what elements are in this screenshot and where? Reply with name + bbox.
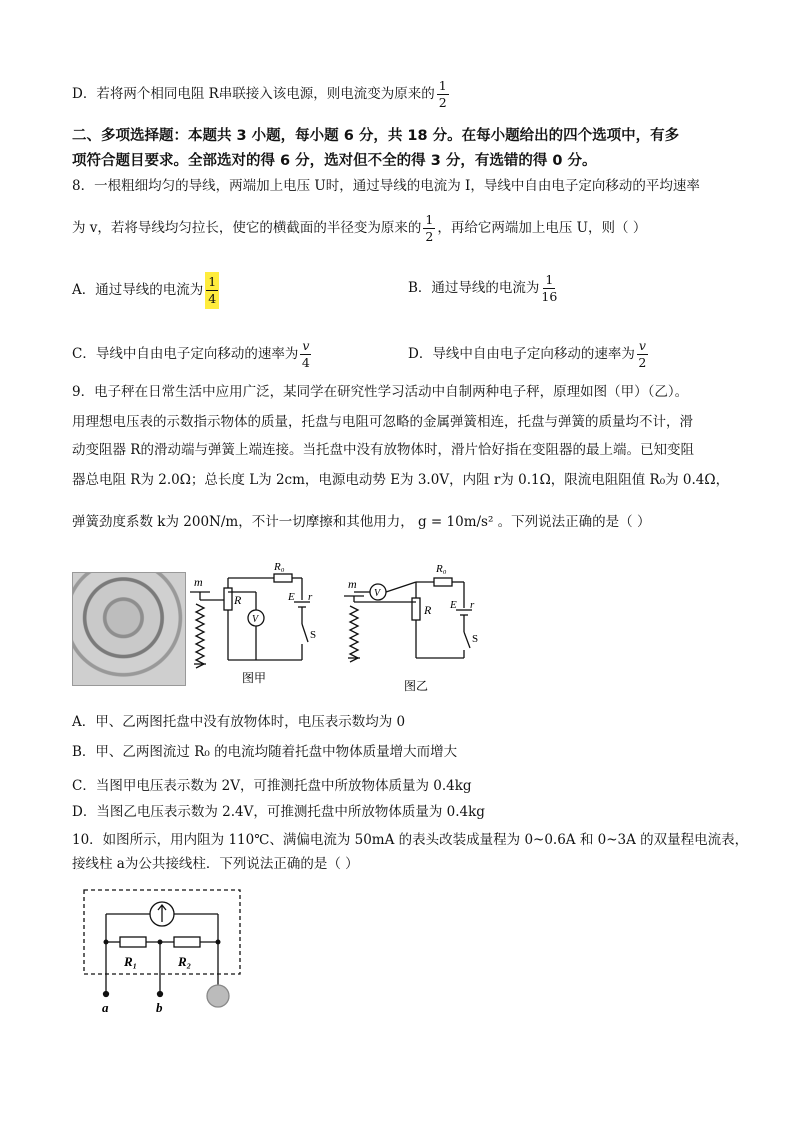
q9-option-d: D．当图乙电压表示数为 2.4V，可推测托盘中所放物体质量为 0.4kg [72,804,485,820]
section-title-line-2: 项符合题目要求。全部选对的得 6 分，选对但不全的得 3 分，有选错的得 0 分。 [72,153,597,169]
scale-photo [72,572,186,686]
junction-dot [158,940,163,945]
caption-jia: 图甲 [242,671,267,685]
junction-dot [216,940,221,945]
ammeter-circuit [84,890,240,1007]
q10-stem-line-2: 接线柱 a为公共接线柱．下列说法正确的是（ ） [72,856,359,872]
fraction-one-quarter-highlighted: $\frac{1}{4}$ [205,272,219,309]
label-r2: R₂ [178,954,192,969]
label-v-jia: V [252,614,259,625]
label-r0-jia: R₀ [274,561,285,573]
label-v-yi: V [374,588,381,599]
q7-option-d-text: D．若将两个相同电阻 R串联接入该电源，则电流变为原来的 [72,86,435,102]
fraction-one-half: $\frac{1}{2}$ [438,78,447,110]
label-s-yi: S [472,633,479,645]
label-e-yi: E [450,599,457,611]
q9-stem-line-5: 弹簧劲度系数 k为 200N/m，不计一切摩擦和其他用力， g = 10m/s² 。下列说法正确的是（ ） [72,514,651,530]
q8-option-d-text: D．导线中自由电子定向移动的速率为 [408,346,635,362]
q8-stem-line-2 [72,212,646,245]
label-s-jia: S [310,629,317,641]
label-a-terminal: a [102,1000,109,1015]
q9-option-b: B．甲、乙两图流过 R₀ 的电流均随着托盘中物体质量增大而增大 [72,744,458,760]
q8-option-a-text: A．通过导线的电流为 [72,282,204,298]
q8-option-d [408,338,650,371]
label-r1: R₁ [124,954,138,969]
q7-option-d [72,78,451,111]
junction-dot [104,940,109,945]
label-m-jia: m [194,575,203,589]
q8-stem-text-b: ，再给它两端加上电压 U，则（ ） [437,220,647,236]
circuit-jia [190,574,310,668]
fraction-v-over-4: $\frac{v}{4}$ [301,338,310,370]
q8-stem-line-1: 8．一根粗细均匀的导线，两端加上电压 U时，通过导线的电流为 I，导线中自由电子定向移动的平均速率 [72,178,700,194]
q9-option-a: A．甲、乙两图托盘中没有放物体时，电压表示数均为 0 [72,714,406,730]
label-m-yi: m [348,577,357,591]
q9-stem-line-2: 用理想电压表的示数指示物体的质量，托盘与电阻可忽略的金属弹簧相连，托盘与弹簧的质量均不计，滑 [72,414,693,430]
q8-stem-text-a: 为 v，若将导线均匀拉长，使它的横截面的半径变为原来的 [72,220,422,236]
label-rr-yi: r [470,599,475,611]
q9-stem-line-1: 9．电子秤在日常生活中应用广泛，某同学在研究性学习活动中自制两种电子秤，原理如图（甲）（乙）。 [72,384,689,400]
q8-option-b [408,272,559,305]
ammeter-circuit-figure [78,884,248,1018]
label-r0-yi: R₀ [436,563,447,575]
label-e-jia: E [288,591,295,603]
q8-option-a [72,272,221,309]
label-r-jia: R [234,593,242,607]
caption-yi: 图乙 [404,679,429,693]
q8-option-b-text: B．通过导线的电流为 [408,280,540,296]
q9-stem-line-3: 动变阻器 R的滑动端与弹簧上端连接。当托盘中没有放物体时，滑片恰好指在变阻器的最上端。已知变阻 [72,442,694,458]
fraction-one-sixteenth: $\frac{1}{16}$ [541,272,558,304]
q9-option-c: C．当图甲电压表示数为 2V，可推测托盘中所放物体质量为 0.4kg [72,778,472,794]
section-title-line-1: 二、多项选择题：本题共 3 小题，每小题 6 分，共 18 分。在每小题给出的四个选项中，有多 [72,128,680,144]
fraction-one-half-q8: $\frac{1}{2}$ [425,212,434,244]
fraction-v-over-2: $\frac{v}{2}$ [638,338,647,370]
circuit-figures-jia-yi [184,552,484,702]
label-b-terminal: b [156,1000,163,1015]
label-rr-jia: r [308,591,313,603]
q10-stem-line-1: 10．如图所示，用内阻为 110℃、满偏电流为 50mA 的表头改装成量程为 0~0.6A 和 0~3A 的双量程电流表， [72,832,749,848]
q8-option-c [72,338,313,371]
q8-option-c-text: C．导线中自由电子定向移动的速率为 [72,346,299,362]
q9-stem-line-4: 器总电阻 R为 2.0Ω；总长度 L为 2cm，电源电动势 E为 3.0V，内阻 r为 0.1Ω，限流电阻阻值 R₀为 0.4Ω， [72,472,730,488]
circuit-yi [344,578,472,662]
label-r-yi: R [424,603,432,617]
